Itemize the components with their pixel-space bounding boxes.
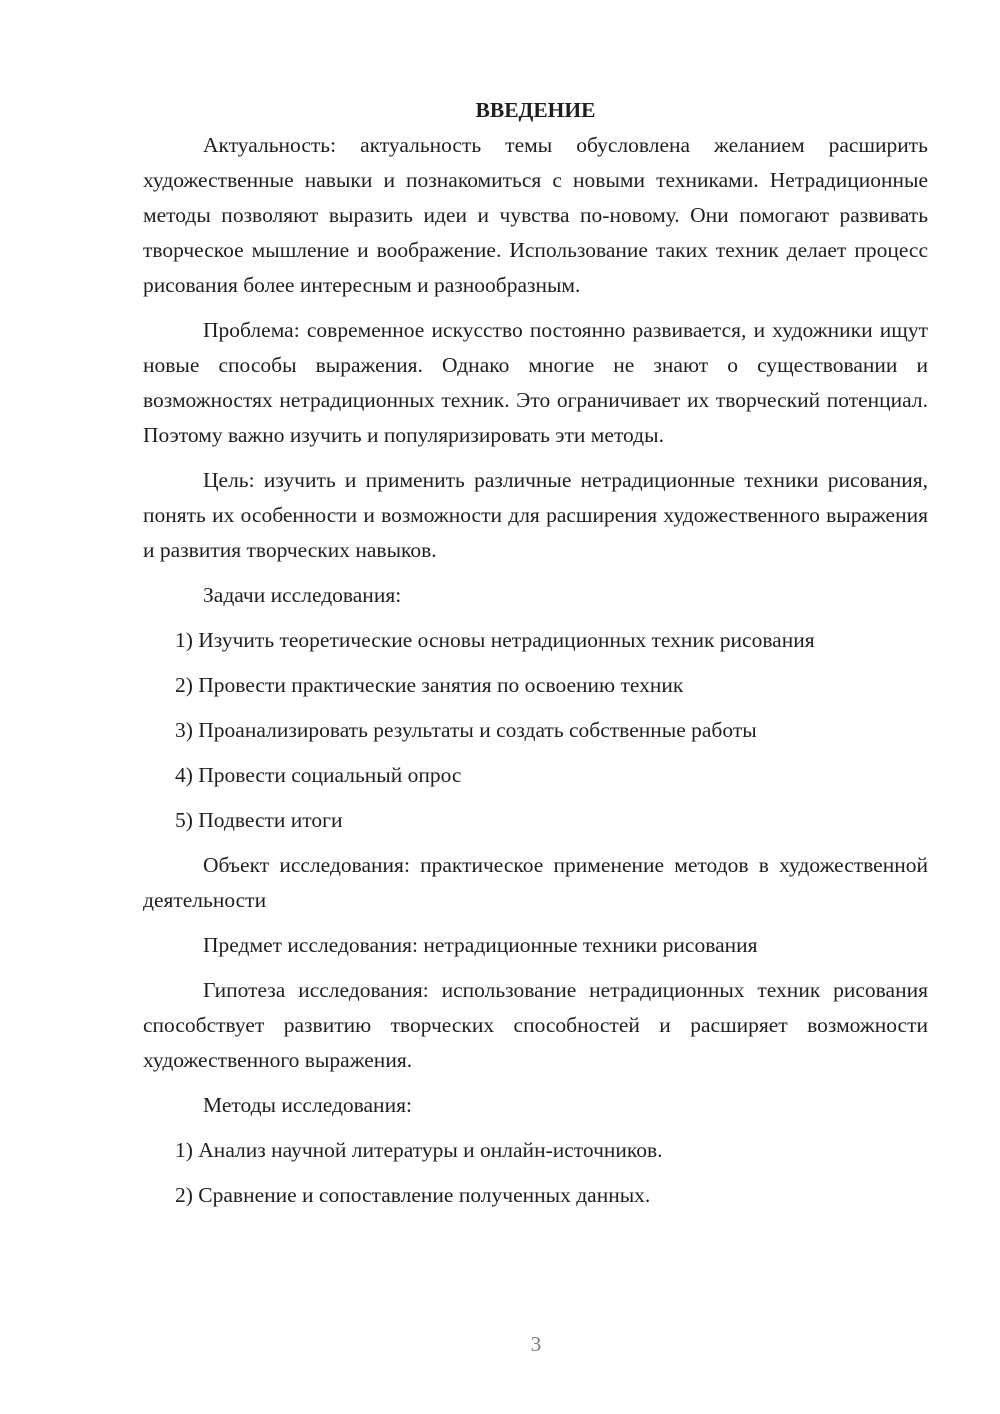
subject-paragraph: Предмет исследования: нетрадиционные техники рисования [203,933,758,957]
list-item: 3) Проанализировать результаты и создать собственные работы [175,718,757,742]
object-paragraph: Объект исследования: практическое применение методов в художественной деятельности [143,853,928,912]
list-item: 2) Сравнение и сопоставление полученных данных. [175,1183,651,1207]
goal-paragraph: Цель: изучить и применить различные нетрадиционные техники рисования, понять их особенности и возможности для расширения художественного выражения и развития творческих навыков. [143,468,928,562]
problem-paragraph: Проблема: современное искусство постоянно развивается, и художники ищут новые способы выражения. Однако многие не знают о существовании и возможностях нетрадиционных техник. Это ограничивает их творческий потенциал. Поэтому важно изучить и популяризировать эти методы. [143,318,928,447]
page-number: 3 [530,1332,542,1356]
tasks-heading: Задачи исследования: [203,583,402,607]
hypothesis-paragraph: Гипотеза исследования: использование нетрадиционных техник рисования способствует развитию творческих способностей и расширяет возможности художественного выражения. [143,978,928,1072]
list-item: 4) Провести социальный опрос [175,763,462,787]
list-item: 1) Анализ научной литературы и онлайн-источников. [175,1138,663,1162]
tasks-list [143,623,928,838]
section-title: ВВЕДЕНИЕ [475,98,596,122]
list-item: 2) Провести практические занятия по освоению техник [175,673,684,697]
list-item: 1) Изучить теоретические основы нетрадиционных техник рисования [175,628,815,652]
relevance-paragraph: Актуальность: актуальность темы обусловлена желанием расширить художественные навыки и познакомиться с новыми техниками. Нетрадиционные методы позволяют выразить идеи и чувства по-новому. Они помогают развивать творческое мышление и воображение. Использование таких техник делает процесс рисования более интересным и разнообразным. [143,133,928,297]
methods-list [143,1133,928,1213]
methods-heading: Методы исследования: [203,1093,412,1117]
document-page [143,92,928,1223]
list-item: 5) Подвести итоги [175,808,343,832]
